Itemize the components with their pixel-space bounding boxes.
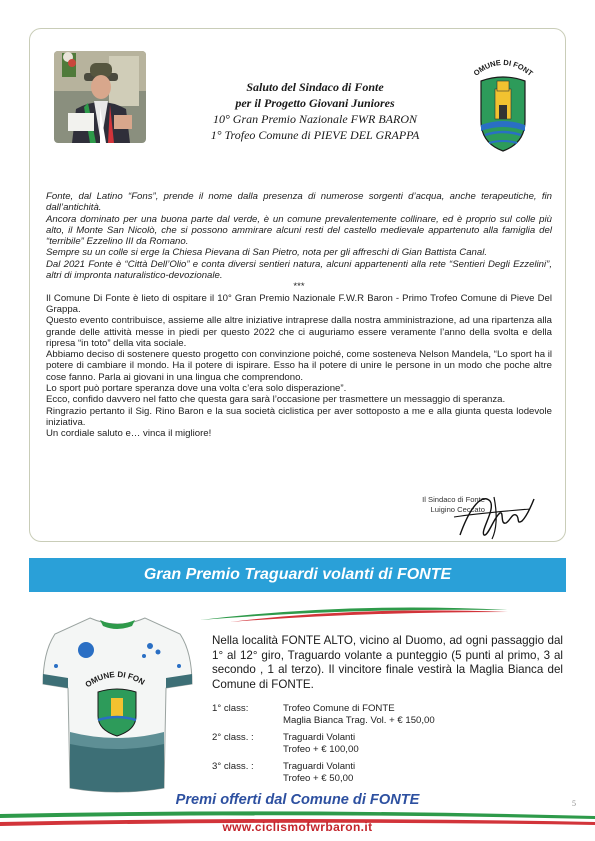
intro-paragraph: Dal 2021 Fonte è “Città Dell’Olio” e conta diversi sentieri natura, alcuni appartenenti alla rete “Sentieri Degli Ezzelini”, altri di impronta naturalistico-devozionale. <box>46 258 552 282</box>
website-link[interactable]: www.ciclismofwrbaron.it <box>222 820 373 834</box>
offered-by-heading: Premi offerti dal Comune di FONTE <box>175 792 420 808</box>
letter-paragraph: Un cordiale saluto e… vinca il migliore! <box>46 428 212 440</box>
prize-line: Maglia Bianca Trag. Vol. + € 150,00 <box>283 714 435 726</box>
prize-description: Nella località FONTE ALTO, vicino al Duomo, ad ogni passaggio dal 1° al 12° giro, Traguardo volante a punteggio (5 punti al primo, 3 al secondo , 1 al terzo). Il vincitore finale vestirà la Maglia Bianca del Comune di FONTE. <box>212 634 563 691</box>
heading-line-4: 1° Trofeo Comune di PIEVE DEL GRAPPA <box>210 128 420 142</box>
letter-paragraph: Ecco, confido davvero nel fatto che questa gara sarà l’occasione per trasmettere un messaggio di speranza. <box>46 394 506 406</box>
heading-line-3: 10° Gran Premio Nazionale FWR BARON <box>213 112 417 126</box>
intro-paragraph: Sempre su un colle si erge la Chiesa Pievana di San Pietro, nota per gli affreschi di Gian Battista Canal. <box>46 247 488 259</box>
comune-di-fonte-crest <box>467 51 539 159</box>
prize-line: Trofeo Comune di FONTE <box>283 703 395 714</box>
prize-line: Trofeo + € 50,00 <box>283 772 354 784</box>
letter-paragraph: Abbiamo deciso di sostenere questo progetto con convinzione poiché, come sosteneva Nelson Mandela, “Lo sport ha il potere di cambiare il mondo. Ha il potere di ispirare. Esso ha il potere di unire le persone in un modo che poche altre cose fanno. Parla ai giovani in una lingua che comprendono. <box>46 349 552 383</box>
prize-line: Trofeo + € 100,00 <box>283 743 359 755</box>
heading-line-1: Saluto del Sindaco di Fonte <box>246 80 384 94</box>
white-jersey-image <box>40 612 195 794</box>
prize-class: 3° class. : <box>212 761 254 772</box>
jersey-crest-text: OMUNE DI FON <box>83 669 147 690</box>
page-number: 5 <box>572 799 576 808</box>
letter-paragraph: Ringrazio pertanto il Sig. Rino Baron e la sua società ciclistica per aver sottoposto a me e alla giunta questa lodevole iniziativa. <box>46 405 552 428</box>
prize-line: Traguardi Volanti <box>283 732 356 743</box>
signature-role: Il Sindaco di Fonte <box>422 495 485 504</box>
mayor-letter-card <box>29 28 566 542</box>
crest-text: OMUNE DI FONT <box>471 57 535 78</box>
letter-paragraph: Il Comune Di Fonte è lieto di ospitare il 10° Gran Premio Nazionale F.W.R Baron - Primo Trofeo Comune di Pieve Del Grappa. <box>46 292 552 315</box>
prize-row <box>212 761 563 784</box>
signature-name: Luigino Ceccato <box>430 504 485 514</box>
prize-class: 2° class. : <box>212 732 254 743</box>
letter-heading <box>150 79 480 143</box>
section-separator: *** <box>293 281 305 293</box>
svg-text:COMUNE DI FONTE <box>467 51 535 78</box>
intro-paragraph: Ancora dominato per una buona parte dal verde, è un comune prevalentemente collinare, ed è proprio sul colle più alto, il Monte San Nicolò, che si possono ammirare alcuni resti del castello medievale appartenuto alla famiglia del “terribile” Ezzelino III da Romano. <box>46 213 552 248</box>
handwritten-signature <box>450 487 542 541</box>
prize-line: Traguardi Volanti <box>283 761 356 772</box>
prize-row <box>212 703 563 726</box>
heading-line-2: per il Progetto Giovani Juniores <box>235 96 395 110</box>
prize-row <box>212 732 563 755</box>
mayor-photo <box>54 51 146 143</box>
letter-paragraph: Questo evento contribuisce, assieme alle altre iniziative intraprese dalla nostra amministrazione, ad una ripartenza alla grande delle attività messe in piedi per questo 2022 che ci auguriamo essere veramente l’anno della svolta e della ripresa “in toto” della vita sociale. <box>46 315 552 349</box>
intro-paragraph: Fonte, dal Latino “Fons”, prende il nome dalla presenza di numerose sorgenti d’acqua, anche terapeutiche, fin dall’antichità. <box>46 191 552 214</box>
letter-paragraph: Lo sport può portare speranza dove una volta c’era solo disperazione”. <box>46 383 347 395</box>
letter-body <box>46 191 552 440</box>
prize-list <box>212 703 563 790</box>
tricolor-swoosh <box>200 600 510 624</box>
prize-class: 1° class: <box>212 703 249 714</box>
gran-premio-banner: Gran Premio Traguardi volanti di FONTE <box>29 558 566 592</box>
